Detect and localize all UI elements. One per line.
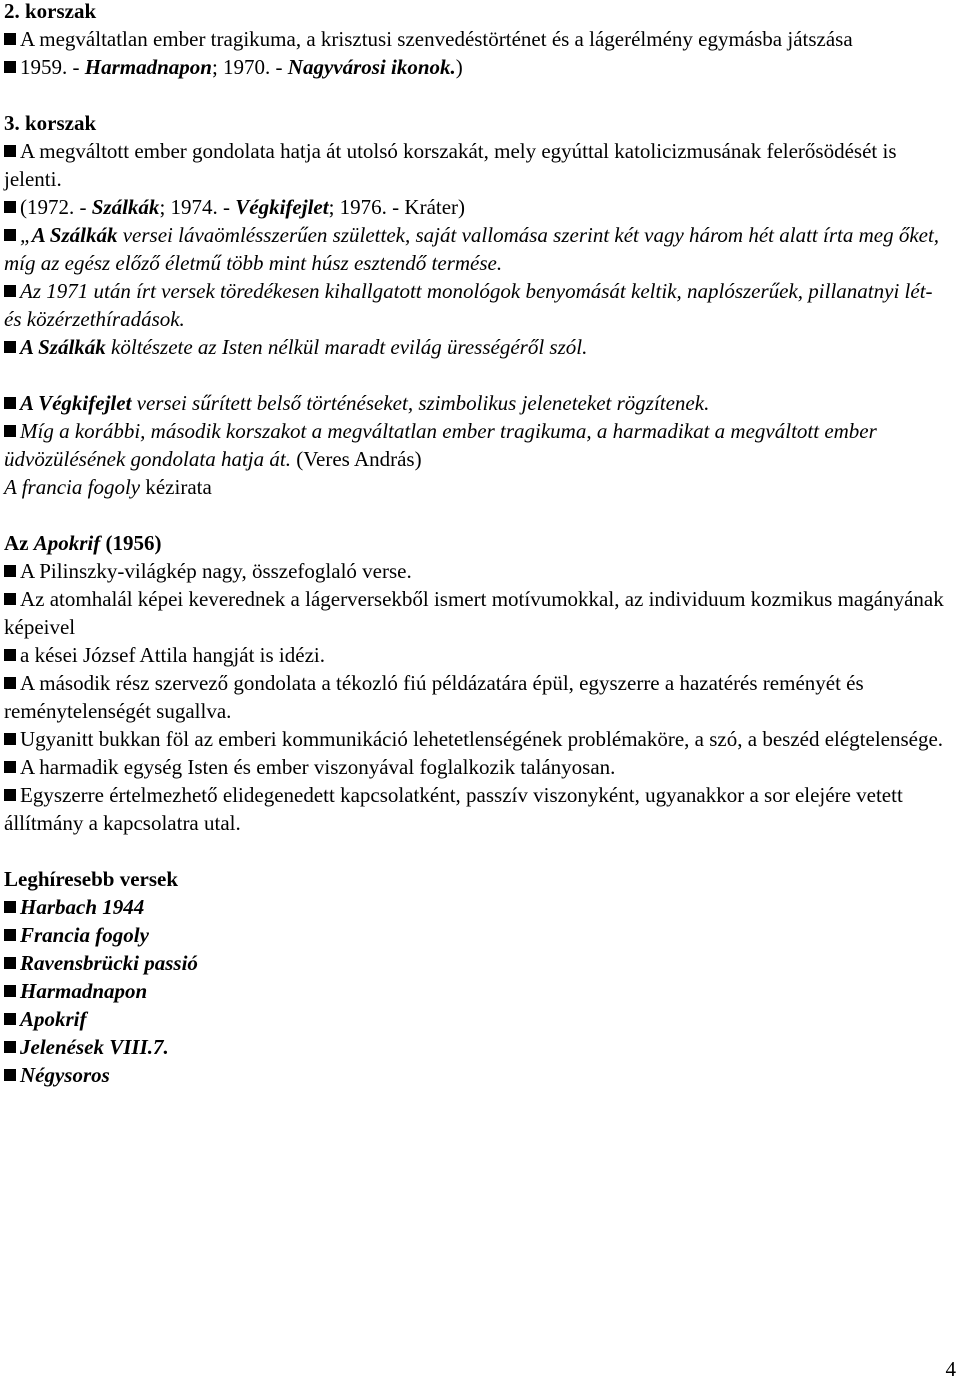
section-2-heading: 2. korszak (4, 0, 97, 23)
list-item: Harmadnapon (4, 977, 949, 1005)
list-item: Az atomhalál képei keverednek a lágerversekből ismert motívumokkal, az individuum kozmikus magányának képeivel (4, 587, 944, 639)
s2-bullet-2: 1959. - Harmadnapon; 1970. - Nagyvárosi ikonok.) (4, 53, 949, 81)
square-bullet-icon (4, 985, 16, 997)
famous-poems-heading: Leghíresebb versek (4, 867, 179, 891)
list-item: Harbach 1944 (4, 893, 949, 921)
section-3-heading: 3. korszak (4, 111, 97, 135)
square-bullet-icon (4, 1041, 16, 1053)
list-item: Ravensbrücki passió (4, 949, 949, 977)
square-bullet-icon (4, 565, 16, 577)
square-bullet-icon (4, 957, 16, 969)
s3-bullet-3: „A Szálkák versei lávaömlésszerűen születtek, saját vallomása szerint két vagy három hét alatt írta meg őket, míg az egész előző életmű több mint húsz esztendő termése. (4, 223, 940, 275)
s3-bullet-2: (1972. - Szálkák; 1974. - Végkifejlet; 1976. - Kráter) (4, 193, 949, 221)
square-bullet-icon (4, 229, 16, 241)
page-number: 4 (945, 1357, 956, 1381)
square-bullet-icon (4, 901, 16, 913)
square-bullet-icon (4, 677, 16, 689)
s3-bullet-7: Míg a korábbi, második korszakot a megváltatlan ember tragikuma, a harmadikat a megváltott ember üdvözülésének gondolata hatja át. (Veres András) (4, 419, 877, 471)
famous-poems-list (4, 893, 949, 1089)
apokrif-heading: Az Apokrif (1956) (4, 531, 162, 555)
square-bullet-icon (4, 733, 16, 745)
square-bullet-icon (4, 201, 16, 213)
square-bullet-icon (4, 397, 16, 409)
square-bullet-icon (4, 61, 16, 73)
s3-bullet-1: A megváltott ember gondolata hatja át utolsó korszakát, mely egyúttal katolicizmusának felerősödését is jelenti. (4, 139, 897, 191)
apokrif-list (4, 557, 949, 837)
s3-bullet-5: A Szálkák költészete az Isten nélkül maradt evilág ürességéről szól. (4, 333, 949, 361)
square-bullet-icon (4, 425, 16, 437)
square-bullet-icon (4, 649, 16, 661)
square-bullet-icon (4, 929, 16, 941)
square-bullet-icon (4, 1069, 16, 1081)
square-bullet-icon (4, 593, 16, 605)
s3-bullet-4: Az 1971 után írt versek töredékesen kihallgatott monológok benyomását keltik, naplószerűek, pillanatnyi lét- és közérzethíradások. (4, 279, 933, 331)
square-bullet-icon (4, 761, 16, 773)
list-item: A Pilinszky-világkép nagy, összefoglaló verse. (4, 557, 949, 585)
square-bullet-icon (4, 285, 16, 297)
list-item: a kései József Attila hangját is idézi. (4, 641, 949, 669)
list-item: Négysoros (4, 1061, 949, 1089)
square-bullet-icon (4, 341, 16, 353)
s2-bullet-1: A megváltatlan ember tragikuma, a krisztusi szenvedéstörténet és a lágerélmény egymásba játszása (4, 25, 949, 53)
list-item: Jelenések VIII.7. (4, 1033, 949, 1061)
square-bullet-icon (4, 789, 16, 801)
square-bullet-icon (4, 145, 16, 157)
list-item: A második rész szervező gondolata a tékozló fiú példázatára épül, egyszerre a hazatérés reményét és reménytelenségét sugallva. (4, 671, 864, 723)
list-item: A harmadik egység Isten és ember viszonyával foglalkozik talányosan. (4, 753, 949, 781)
square-bullet-icon (4, 1013, 16, 1025)
francia-fogoly-note: A francia fogoly kézirata (4, 475, 212, 499)
list-item: Ugyanitt bukkan föl az emberi kommunikáció lehetetlenségének problémaköre, a szó, a beszéd elégtelensége. (4, 725, 949, 753)
s3-bullet-6: A Végkifejlet versei sűrített belső történéseket, szimbolikus jeleneteket rögzítenek. (4, 389, 949, 417)
list-item: Apokrif (4, 1005, 949, 1033)
list-item: Egyszerre értelmezhető elidegenedett kapcsolatként, passzív viszonyként, ugyanakkor a sor elejére vetett állítmány a kapcsolatra utal. (4, 783, 903, 835)
square-bullet-icon (4, 33, 16, 45)
list-item: Francia fogoly (4, 921, 949, 949)
document-page (4, 0, 949, 1089)
